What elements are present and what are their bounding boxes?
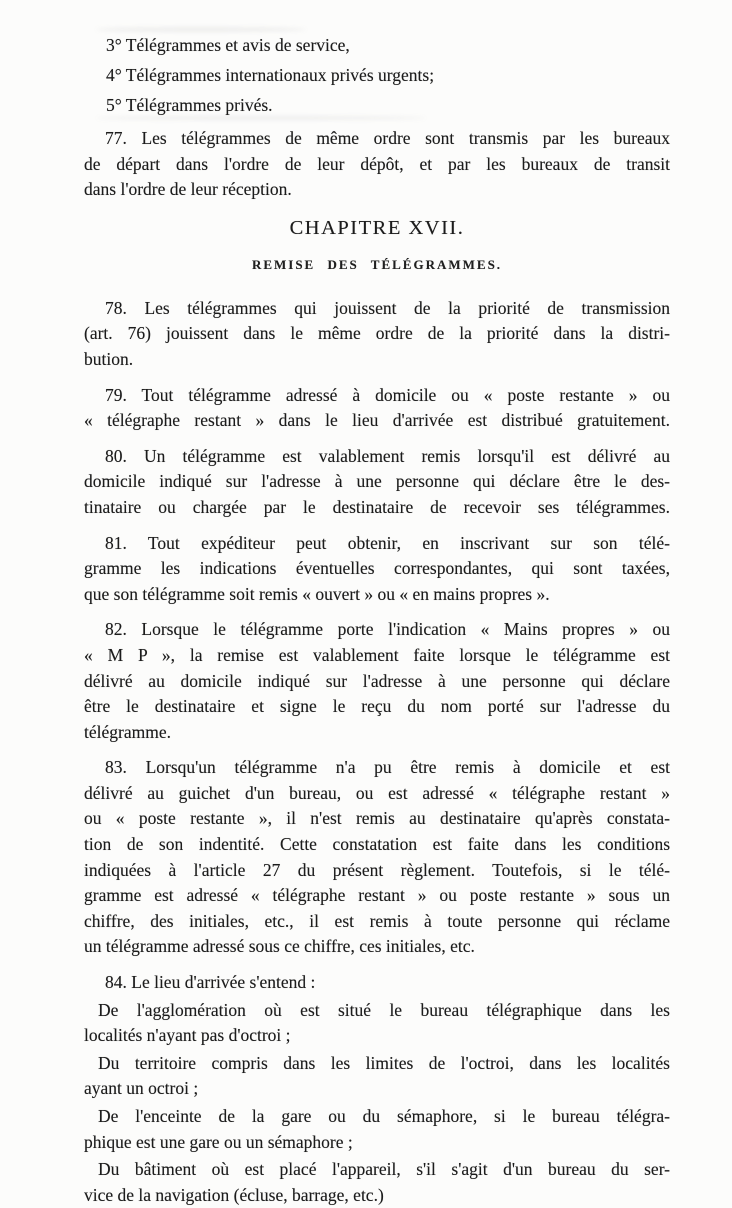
paragraph-line: phique est une gare ou un sémaphore ;: [84, 1131, 353, 1152]
paragraph-line: domicile indiqué sur l'adresse à une personne qui déclare être le des-: [84, 471, 670, 492]
paragraph-line: être le destinataire et signe le reçu du nom porté sur l'adresse du: [84, 696, 670, 717]
paragraph-82: [84, 617, 670, 745]
paragraph-line: ou « poste restante », il n'est remis au destinataire qu'après constata-: [84, 808, 670, 829]
paragraph-line: Du bâtiment où est placé l'appareil, s'il s'agit d'un bureau du ser-: [98, 1159, 670, 1180]
paragraph-line: De l'agglomération où est situé le bureau télégraphique dans les: [98, 999, 670, 1020]
paragraph-line: 83. Lorsqu'un télégramme n'a pu être remis à domicile et est: [105, 757, 670, 778]
paragraph-line: de départ dans l'ordre de leur dépôt, et par les bureaux de transit: [84, 153, 670, 174]
paragraph-line: indiquées à l'article 27 du présent règlement. Toutefois, si le télé-: [84, 859, 670, 880]
paragraph-line: Du territoire compris dans les limites de l'octroi, dans les localités: [98, 1052, 670, 1073]
paragraph-79: [84, 383, 670, 434]
paragraph-line: 77. Les télégrammes de même ordre sont transmis par les bureaux: [105, 128, 670, 148]
paragraph-line: gramme les indications éventuelles correspondantes, qui sont taxées,: [84, 558, 670, 579]
paragraph-line: 81. Tout expéditeur peut obtenir, en inscrivant sur son télé-: [105, 532, 670, 553]
paragraph-line: bution.: [84, 348, 134, 369]
paragraph-84-item-c: [84, 1104, 670, 1155]
paragraph-line: dans l'ordre de leur réception.: [84, 179, 292, 200]
paragraph-line: gramme est adressé « télégraphe restant » ou poste restante » sous un: [84, 885, 670, 906]
chapter-heading: CHAPITRE XVII.: [289, 216, 465, 239]
list-item-5: 5° Télégrammes privés.: [106, 95, 273, 115]
paragraph-line: délivré au domicile indiqué sur l'adresse à une personne qui déclare: [84, 670, 670, 691]
paragraph-line: (art. 76) jouissent dans le même ordre de la priorité dans la distri-: [84, 323, 670, 344]
paragraph-line: que son télégramme soit remis « ouvert » ou « en mains propres ».: [84, 583, 550, 604]
paragraph-line: un télégramme adressé sous ce chiffre, ces initiales, etc.: [84, 936, 475, 957]
ordinal-list: [84, 30, 670, 120]
paragraph-line: ayant un octroi ;: [84, 1078, 199, 1099]
paragraph-line: chiffre, des initiales, etc., il est remis à toute personne qui réclame: [84, 910, 670, 931]
paragraph-81: [84, 531, 670, 608]
paragraph-line: vice de la navigation (écluse, barrage, etc.): [84, 1184, 384, 1205]
paragraph-line: 80. Un télégramme est valablement remis lorsqu'il est délivré au: [105, 445, 670, 466]
paragraph-84: [84, 970, 670, 996]
paragraph-line: « télégraphe restant » dans le lieu d'arrivée est distribué gratuitement.: [84, 410, 670, 431]
paragraph-84-item-a: [84, 998, 670, 1049]
paragraph-78: [84, 296, 670, 373]
paragraph-84-item-b: [84, 1051, 670, 1102]
list-item-3: 3° Télégrammes et avis de service,: [106, 35, 350, 55]
paragraph-line: De l'enceinte de la gare ou du sémaphore, si le bureau télégra-: [98, 1106, 670, 1126]
paragraph-line: 79. Tout télégramme adressé à domicile ou « poste restante » ou: [105, 384, 670, 405]
list-item-4: 4° Télégrammes internationaux privés urgents;: [106, 65, 435, 85]
paragraph-83: [84, 755, 670, 960]
paragraph-80: [84, 444, 670, 521]
paragraph-line: télégramme.: [84, 721, 171, 742]
paragraph-line: « M P », la remise est valablement faite lorsque le télégramme est: [84, 644, 670, 665]
paragraph-line: délivré au guichet d'un bureau, ou est adressé « télégraphe restant »: [84, 782, 670, 803]
paragraph-line: 78. Les télégrammes qui jouissent de la priorité de transmission: [105, 297, 670, 318]
paragraph-84-item-d: [84, 1157, 670, 1208]
chapter-subheading: REMISE DES TÉLÉGRAMMES.: [251, 256, 503, 272]
paragraph-77: [84, 126, 670, 203]
paragraph-line: tion de son indentité. Cette constatation est faite dans les conditions: [84, 834, 670, 855]
paragraph-line: 82. Lorsque le télégramme porte l'indication « Mains propres » ou: [105, 619, 670, 640]
paragraph-line: tinataire ou chargée par le destinataire de recevoir ses télégrammes.: [84, 496, 670, 517]
paragraph-84-intro: 84. Le lieu d'arrivée s'entend :: [105, 972, 316, 993]
paragraph-line: localités n'ayant pas d'octroi ;: [84, 1025, 291, 1046]
